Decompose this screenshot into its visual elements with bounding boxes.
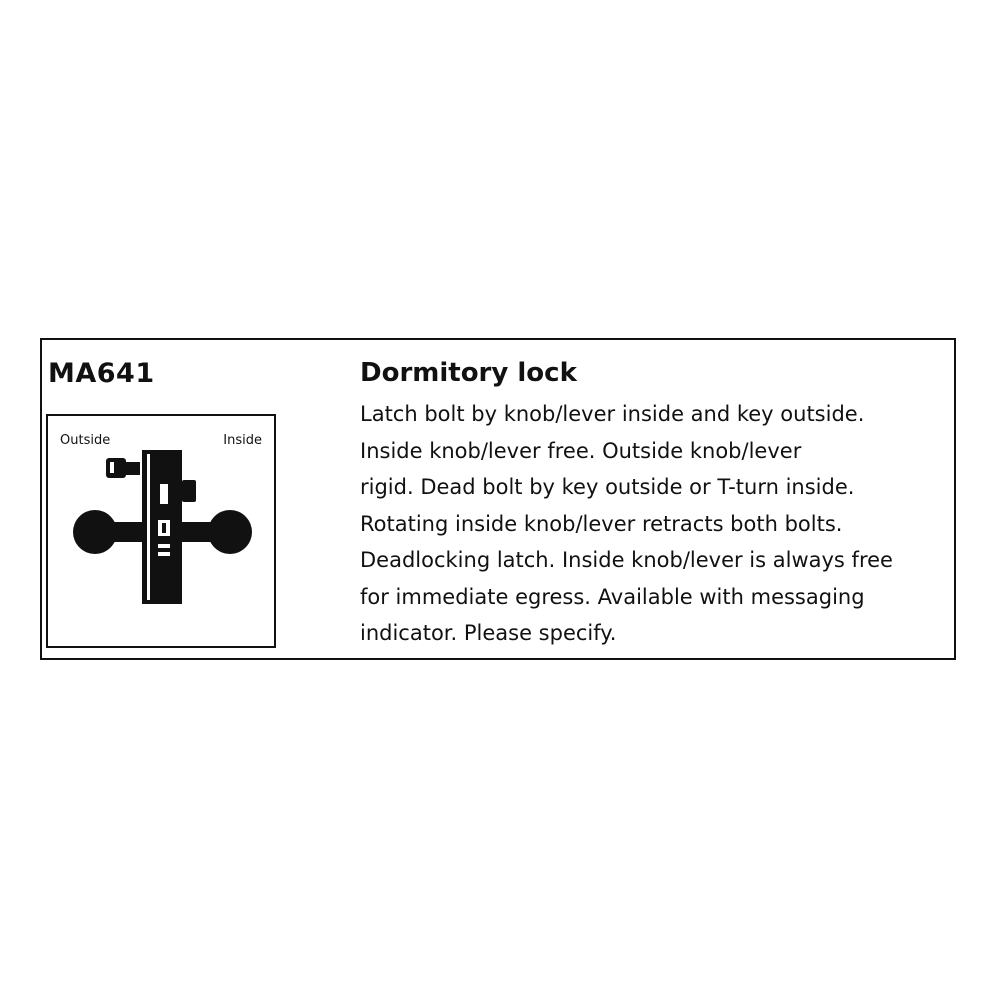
inside-label: Inside [223,433,262,448]
description-line: Inside knob/lever free. Outside knob/lever [360,438,802,463]
outside-label: Outside [60,433,111,448]
lock-diagram [46,414,276,648]
description-line: Deadlocking latch. Inside knob/lever is always free [360,548,893,572]
description-line: rigid. Dead bolt by key outside or T-turn inside. [360,475,855,499]
description-line: for immediate egress. Available with messaging [360,584,865,609]
function-title: Dormitory lock [360,358,577,388]
description-line: indicator. Please specify. [360,621,617,645]
description-line: Rotating inside knob/lever retracts both bolts. [360,511,843,536]
description-line: Latch bolt by knob/lever inside and key outside. [360,402,865,426]
function-description [360,396,950,652]
lock-function-card [40,338,956,660]
model-number: MA641 [48,358,155,389]
mortise-lock-icon [48,416,274,646]
